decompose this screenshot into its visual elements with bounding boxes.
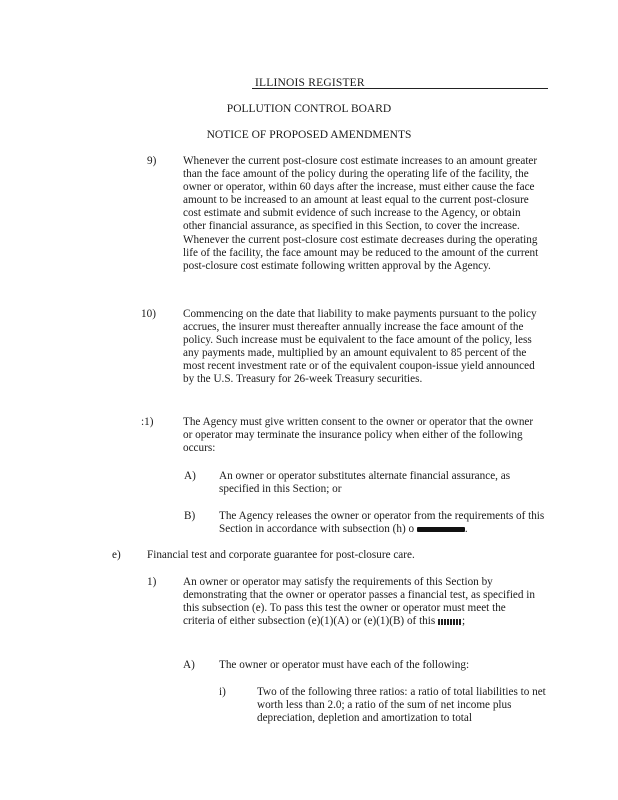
item-e-text: Financial test and corporate guarantee for post-closure care. bbox=[147, 549, 415, 561]
item-e1Ai-number: i) bbox=[219, 686, 226, 698]
item-11-number: :1) bbox=[141, 416, 154, 428]
item-e1A-text: The owner or operator must have each of the following: bbox=[219, 659, 470, 671]
smudge-mark bbox=[438, 619, 462, 625]
item-e1A-number: A) bbox=[183, 659, 195, 671]
item-11A-text: An owner or operator substitutes alternate financial assurance, as specified in this Section; or bbox=[219, 470, 511, 496]
item-9-number: 9) bbox=[147, 155, 157, 167]
item-10-text: Commencing on the date that liability to make payments pursuant to the policy accrues, the insurer must thereafter annually increase the face amount of the policy. Such increase must be equivalent to the face amount of the policy, less any payments made, multiplied by an amount equivalent to 85 percent of the most recent investment rate or of the equivalent coupon-issue yield announced by the U.S. Treasury for 26-week Treasury securities. bbox=[183, 308, 537, 386]
item-11B-block: The Agency releases the owner or operator from the requirements of this Section in accordance with subsection (h) o . bbox=[219, 510, 545, 536]
item-11B-text: The Agency releases the owner or operator from the requirements of this Section in accordance with subsection (h) o bbox=[219, 510, 545, 536]
redaction-mark bbox=[417, 527, 465, 532]
item-9-text: Whenever the current post-closure cost estimate increases to an amount greater than the face amount of the policy during the operating life of the facility, the owner or operator, within 60 days after the increase, must either cause the face amount to be increased to an amount at least equal to the current post-closure cost estimate and submit evidence of such increase to the Agency, or obtain other financial assurance, as specified in this Section, to cover the increase. Whenever the current post-closure cost estimate decreases during the operating life of the facility, the face amount may be reduced to the amount of the current post-closure cost estimate following written approval by the Agency. bbox=[183, 155, 539, 272]
item-11A-number: A) bbox=[184, 470, 196, 482]
header-rule bbox=[252, 88, 548, 89]
board-title: POLLUTION CONTROL BOARD bbox=[226, 103, 392, 115]
item-e1-text: An owner or operator may satisfy the requirements of this Section by demonstrating that the owner or operator passes a financial test, as specified in this subsection (e). To pass this test the owner or operator must meet the criteria of either subsection (e)(1)(A) or (e)(1)(B) of this bbox=[183, 576, 535, 628]
item-10-number: 10) bbox=[141, 308, 156, 320]
item-e1-end: ; bbox=[462, 615, 466, 628]
item-e-number: e) bbox=[112, 549, 121, 561]
notice-title: NOTICE OF PROPOSED AMENDMENTS bbox=[206, 129, 412, 141]
register-header: ILLINOIS REGISTER bbox=[255, 77, 365, 89]
item-11B-number: B) bbox=[184, 510, 196, 522]
item-e1Ai-text: Two of the following three ratios: a ratio of total liabilities to net worth less than 2.0; a ratio of the sum of net income plus depreciation, depletion and amortization to total bbox=[257, 686, 546, 725]
item-e1-number: 1) bbox=[147, 576, 157, 588]
item-e1-block bbox=[183, 576, 539, 628]
item-11-text: The Agency must give written consent to the owner or operator that the owner or operator may terminate the insurance policy when either of the following occurs: bbox=[183, 416, 534, 455]
